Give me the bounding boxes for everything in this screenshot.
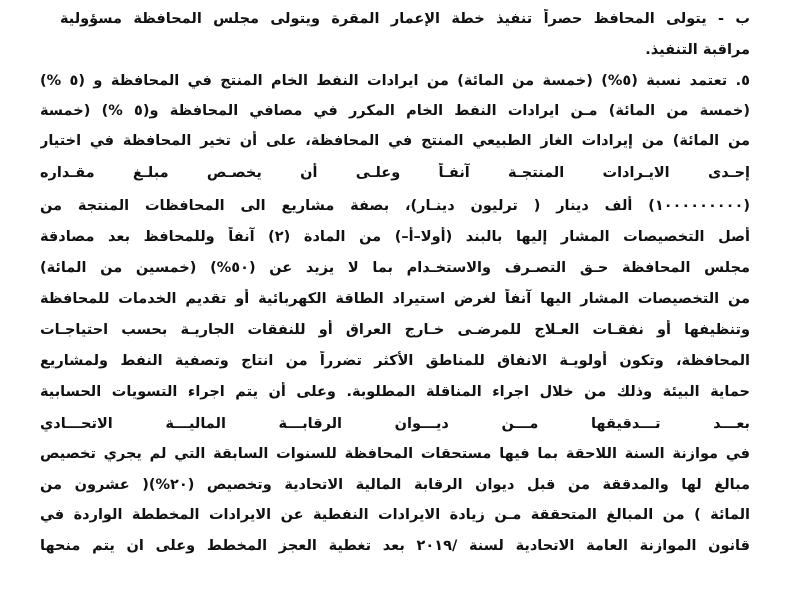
text-line-2: مراقبة التنفيذ. [645, 42, 750, 58]
text-line-9: مجلس المحافظة حـق التصـرف والاستخـدام بما لا يزيد عن (٥٠%) (خمسين من المائة) [40, 260, 750, 276]
text-line-6: إحـدى الايـرادات المنتجـة آنفـاً وعلـى أن يخصـص مبلـغ مقـداره [40, 165, 750, 181]
text-line-7: (١٠٠٠٠٠٠٠٠٠) ألف دينار ( ترليون دينـار)، بصفة مشاريع الى المحافظات المنتجة من [40, 198, 750, 214]
text-line-1: ب - يتولى المحافظ حصراً تنفيذ خطة الإعمار المقرة ويتولى مجلس المحافظة مسؤولية [60, 11, 750, 27]
text-line-4: (خمسة من المائة) مـن ايرادات النفط الخام المكرر في مصافي المحافظة و(٥ %) (خمسة [40, 103, 750, 119]
text-line-3: ٥. تعتمد نسبة (٥%) (خمسة من المائة) من ايرادات النفط الخام المنتج في المحافظة و (٥ %) [40, 73, 750, 89]
text-line-11: وتنظيفها أو نفقـات العـلاج للمرضـى خـارج العراق أو للنفقات الجاريـة بحسب احتياجـات [40, 322, 750, 338]
text-line-10: من التخصيصات المشار اليها آنفاً لغرض استيراد الطاقة الكهربائية أو تقديم الخدمات للمحافظة [40, 291, 750, 307]
text-line-8: أصل التخصيصات المشار إليها بالبند (أولا–أ–) من المادة (٢) آنفاً وللمحافظ بعد مصادقة [40, 229, 750, 245]
text-line-17: المائة ) من المبالغ المتحققة مـن زيادة الايرادات النفطية عن الايرادات المخططة الواردة في [40, 507, 750, 523]
text-line-12: المحافظة، وتكون أولويـة الانفاق للمناطق الأكثر تضرراً من انتاج وتصفية النفط ولمشاريع [40, 353, 750, 369]
text-line-15: في موازنة السنة اللاحقة بما فيها مستحقات المحافظة للسنوات السابقة التي لم يجري تخصيص [40, 446, 750, 462]
text-line-13: حماية البيئة وذلك من خلال اجراء المناقلة المطلوبة. وعلى أن يتم اجراء التسويات الحسابية [40, 384, 750, 400]
text-line-5: من المائة) من إيرادات الغاز الطبيعي المنتج في المحافظة، على أن تخير المحافظة في اختيار [40, 133, 750, 149]
text-line-16: مبالغ لها والمدققة من قبل ديوان الرقابة المالية الاتحادية وتخصيص (٢٠%)( عشرون من [40, 477, 750, 493]
text-line-18: قانون الموازنة العامة الاتحادية لسنة /٢٠١٩ بعد تغطية العجز المخطط وعلى ان يتم منحها [40, 538, 750, 554]
text-line-14: بعـــد تـــدقيقها مـــن ديـــوان الرقابـــة الماليـــة الاتحـــادي [40, 416, 750, 432]
